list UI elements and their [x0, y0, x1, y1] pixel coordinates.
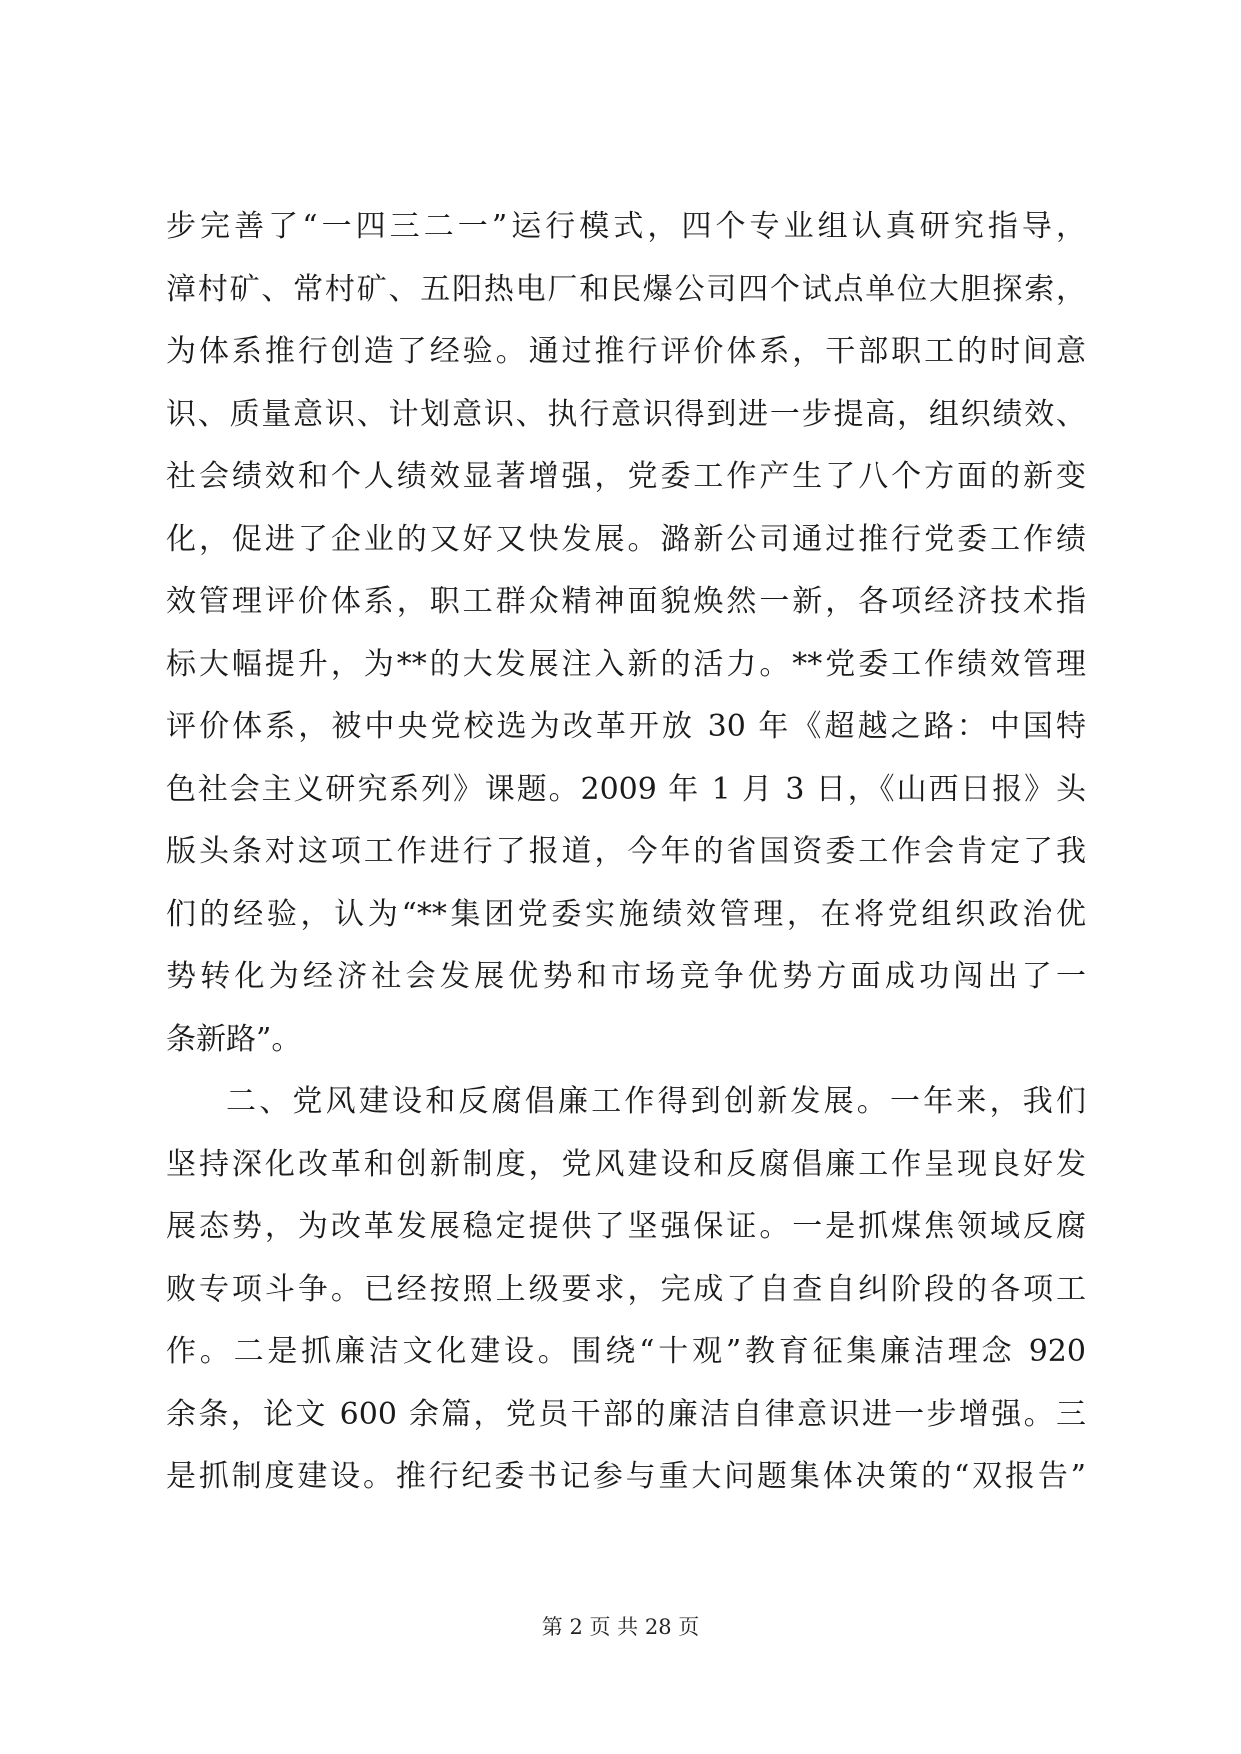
text-line: 坚持深化改革和创新制度，党风建设和反腐倡廉工作呈现良好发	[166, 1146, 1086, 1182]
text-line: 漳村矿、常村矿、五阳热电厂和民爆公司四个试点单位大胆探索，	[166, 271, 1086, 307]
text-line: 作。二是抓廉洁文化建设。围绕“十观”教育征集廉洁理念 920	[166, 1334, 1086, 1369]
text-line: 化，促进了企业的又好又快发展。潞新公司通过推行党委工作绩	[166, 521, 1086, 557]
text-line-paragraph-end: 条新路”。	[166, 1021, 302, 1057]
text-line: 标大幅提升，为**的大发展注入新的活力。**党委工作绩效管理	[166, 646, 1086, 682]
text-line: 识、质量意识、计划意识、执行意识得到进一步提高，组织绩效、	[166, 396, 1086, 432]
page-number-footer: 第 2 页 共 28 页	[541, 1615, 700, 1639]
text-line: 社会绩效和个人绩效显著增强，党委工作产生了八个方面的新变	[166, 459, 1086, 494]
text-line: 败专项斗争。已经按照上级要求，完成了自查自纠阶段的各项工	[166, 1271, 1086, 1307]
text-line: 们的经验，认为“**集团党委实施绩效管理，在将党组织政治优	[166, 896, 1086, 932]
text-line: 效管理评价体系，职工群众精神面貌焕然一新，各项经济技术指	[166, 584, 1086, 619]
text-line: 势转化为经济社会发展优势和市场竞争优势方面成功闯出了一	[166, 959, 1086, 994]
text-line: 色社会主义研究系列》课题。2009 年 1 月 3 日，《山西日报》头	[166, 771, 1086, 807]
text-line: 展态势，为改革发展稳定提供了坚强保证。一是抓煤焦领域反腐	[166, 1209, 1086, 1244]
body-text	[166, 196, 1086, 1509]
text-line: 为体系推行创造了经验。通过推行评价体系，干部职工的时间意	[166, 334, 1086, 369]
text-line: 余条，论文 600 余篇，党员干部的廉洁自律意识进一步增强。三	[166, 1396, 1086, 1432]
text-line: 步完善了“一四三二一”运行模式，四个专业组认真研究指导，	[166, 209, 1086, 244]
text-line: 版头条对这项工作进行了报道，今年的省国资委工作会肯定了我	[166, 834, 1086, 869]
text-line-paragraph-start: 二、党风建设和反腐倡廉工作得到创新发展。一年来，我们	[226, 1084, 1086, 1119]
text-line: 评价体系，被中央党校选为改革开放 30 年《超越之路：中国特	[166, 709, 1086, 744]
text-line: 是抓制度建设。推行纪委书记参与重大问题集体决策的“双报告”	[166, 1459, 1086, 1494]
